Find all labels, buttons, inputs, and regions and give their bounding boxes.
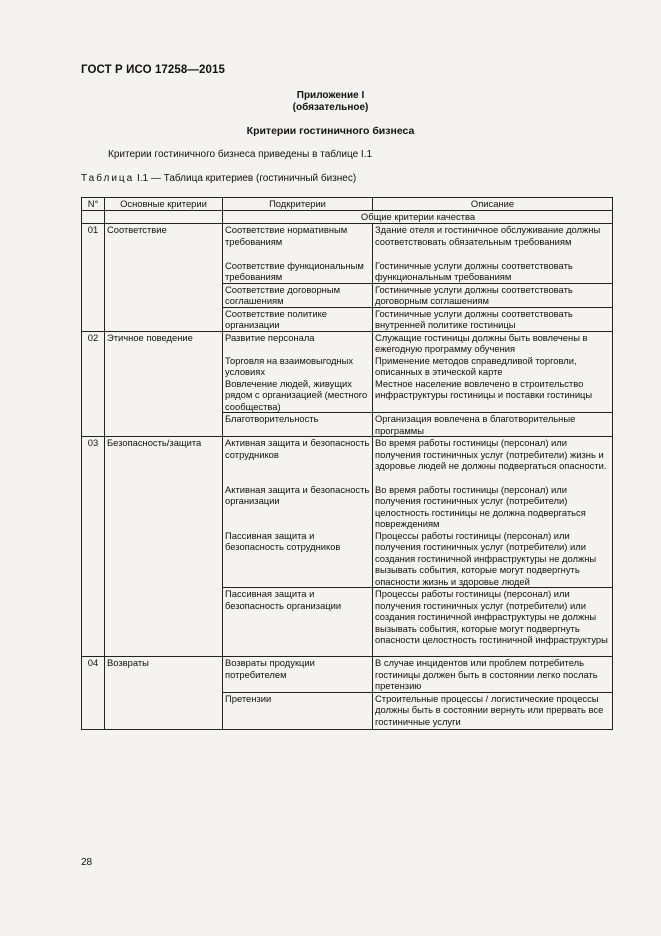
appendix-title: Приложение I <box>296 90 365 101</box>
table-header-row <box>82 198 613 211</box>
subcriterion-cell: Развитие персонала <box>223 331 373 355</box>
table-row <box>82 260 613 284</box>
appendix-status: (обязательное) <box>292 102 369 113</box>
table-caption-text: I.1 — Таблица критериев (гостиничный бизнес) <box>134 173 357 184</box>
cell-empty <box>105 413 223 437</box>
criteria-table <box>81 197 613 730</box>
cell-empty <box>82 260 105 284</box>
cell-empty <box>105 307 223 331</box>
table-row <box>82 331 613 355</box>
column-header-criterion: Основные критерии <box>105 198 223 211</box>
criterion-number: 03 <box>82 437 105 484</box>
description-cell: Во время работы гостиницы (персонал) или получения гостиничных услуг (потребители) жизнь и здоровье людей не должны подвергаться опасности. <box>373 437 613 484</box>
description-cell: Служащие гостиницы должны быть вовлечены в ежегодную программу обучения <box>373 331 613 355</box>
description-cell: Гостиничные услуги должны соответствовать внутренней политике гостиницы <box>373 307 613 331</box>
cell-empty <box>82 378 105 413</box>
table-row <box>82 224 613 260</box>
cell-empty <box>105 211 223 224</box>
cell-empty <box>105 588 223 657</box>
table-row <box>82 307 613 331</box>
description-cell: Местное население вовлечено в строительство инфраструктуры гостиницы и поставки гостиницы <box>373 378 613 413</box>
criterion-number: 01 <box>82 224 105 260</box>
document-header: ГОСТ Р ИСО 17258—2015 <box>81 64 226 76</box>
subcriterion-cell: Возвраты продукции потребителем <box>223 657 373 693</box>
table-row <box>82 283 613 307</box>
table-row <box>82 484 613 530</box>
table-caption-label: Таблица <box>81 173 135 184</box>
table-caption <box>81 173 356 184</box>
subcriterion-cell: Пассивная защита и безопасность сотрудников <box>223 530 373 588</box>
subcriterion-cell: Претензии <box>223 692 373 729</box>
criterion-number: 02 <box>82 331 105 355</box>
description-cell: Организация вовлечена в благотворительные программы <box>373 413 613 437</box>
table-row <box>82 588 613 657</box>
cell-empty <box>82 355 105 378</box>
description-cell: Гостиничные услуги должны соответствовать договорным соглашениям <box>373 283 613 307</box>
description-cell: Гостиничные услуги должны соответствовать функциональным требованиям <box>373 260 613 284</box>
table-row <box>82 437 613 484</box>
section-title: Критерии гостиничного бизнеса <box>246 125 415 137</box>
cell-empty <box>82 692 105 729</box>
description-cell: Здание отеля и гостиничное обслуживание должны соответствовать обязательным требованиям <box>373 224 613 260</box>
general-criteria-row <box>82 211 613 224</box>
description-cell: Применение методов справедливой торговли, описанных в этической карте <box>373 355 613 378</box>
cell-empty <box>82 211 105 224</box>
cell-empty <box>105 484 223 530</box>
cell-empty <box>82 307 105 331</box>
subcriterion-cell: Соответствие нормативным требованиям <box>223 224 373 260</box>
general-criteria-label: Общие критерии качества <box>223 211 613 224</box>
cell-empty <box>105 530 223 588</box>
description-cell: Процессы работы гостиницы (персонал) или получения гостиничных услуг (потребители) или создания гостиничной инфраструктуры не должны вызывать события, которые могут подвергнуть опасности жизнь и здоровье людей <box>373 530 613 588</box>
subcriterion-cell: Пассивная защита и безопасность организации <box>223 588 373 657</box>
subcriterion-cell: Вовлечение людей, живущих рядом с организацией (местного сообщества) <box>223 378 373 413</box>
subcriterion-cell: Соответствие политике организации <box>223 307 373 331</box>
cell-empty <box>82 413 105 437</box>
subcriterion-cell: Активная защита и безопасность сотрудников <box>223 437 373 484</box>
cell-empty <box>82 530 105 588</box>
cell-empty <box>82 283 105 307</box>
criterion-number: 04 <box>82 657 105 693</box>
description-cell: В случае инцидентов или проблем потребитель гостиницы должен быть в состоянии легко послать претензию <box>373 657 613 693</box>
subcriterion-cell: Соответствие договорным соглашениям <box>223 283 373 307</box>
criterion-name: Возвраты <box>105 657 223 693</box>
table-row <box>82 692 613 729</box>
cell-empty <box>105 283 223 307</box>
table-row <box>82 378 613 413</box>
criterion-name: Этичное поведение <box>105 331 223 355</box>
subcriterion-cell: Соответствие функциональным требованиям <box>223 260 373 284</box>
table-row <box>82 530 613 588</box>
page-number: 28 <box>81 857 93 868</box>
cell-empty <box>105 378 223 413</box>
subcriterion-cell: Торговля на взаимовыгодных условиях <box>223 355 373 378</box>
criterion-name: Соответствие <box>105 224 223 260</box>
column-header-number: N° <box>82 198 105 211</box>
description-cell: Процессы работы гостиницы (персонал) или получения гостиничных услуг (потребители) или создания гостиничной инфраструктуры не должны вызывать события, которые могут подвергнуть опасности целостность гостиничной инфраструктуры <box>373 588 613 657</box>
cell-empty <box>105 692 223 729</box>
description-cell: Во время работы гостиницы (персонал) или получения гостиничных услуг (потребители) целостность гостиницы не должна подвергаться повреждениям <box>373 484 613 530</box>
table-row <box>82 413 613 437</box>
cell-empty <box>105 260 223 284</box>
intro-paragraph: Критерии гостиничного бизнеса приведены в таблице I.1 <box>108 149 373 160</box>
subcriterion-cell: Активная защита и безопасность организации <box>223 484 373 530</box>
cell-empty <box>105 355 223 378</box>
column-header-description: Описание <box>373 198 613 211</box>
description-cell: Строительные процессы / логистические процессы должны быть в состоянии вернуть или прервать все гостиничные услуги <box>373 692 613 729</box>
table-row <box>82 355 613 378</box>
appendix-heading <box>0 90 661 114</box>
subcriterion-cell: Благотворительность <box>223 413 373 437</box>
cell-empty <box>82 588 105 657</box>
cell-empty <box>82 484 105 530</box>
column-header-subcriterion: Подкритерии <box>223 198 373 211</box>
criterion-name: Безопасность/защита <box>105 437 223 484</box>
table-row <box>82 657 613 693</box>
